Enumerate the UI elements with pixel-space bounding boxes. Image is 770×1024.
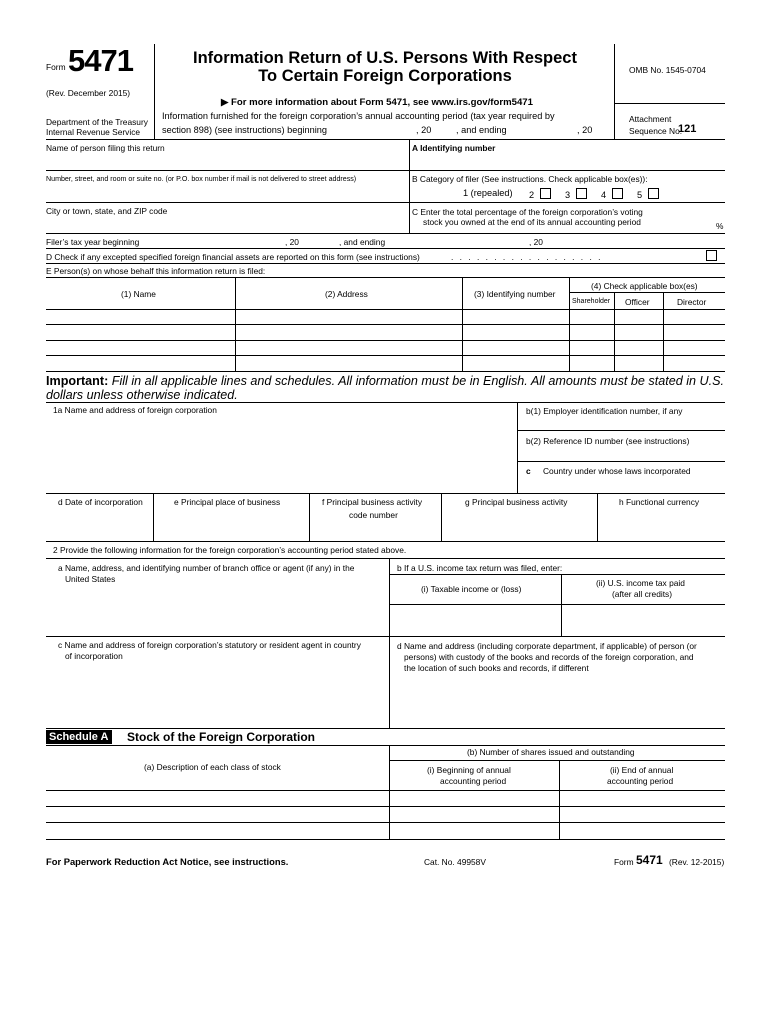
excepted-assets-dots: . . . . . . . . . . . . . . . . . . (451, 252, 603, 262)
category-2-label: 2 (529, 190, 535, 200)
books-custody-label-line1: d Name and address (including corporate department, if applicable) of person (or (397, 641, 697, 651)
persons-col-address: (2) Address (325, 289, 368, 299)
category-4-checkbox[interactable] (612, 188, 623, 199)
section1-column-divider (517, 402, 518, 493)
tax-year-end-20: , 20 (529, 237, 543, 247)
persons-subhead-rule (569, 292, 725, 293)
section1-col-g (597, 493, 598, 541)
section2-intro: 2 Provide the following information for the foreign corporation’s accounting period stated above. (53, 545, 407, 555)
persons-col-name: (1) Name (121, 289, 156, 299)
tax-year-label: Filer’s tax year beginning (46, 237, 140, 247)
form-title-line1: Information Return of U.S. Persons With Respect (193, 49, 577, 67)
schedule-a-beginning-line1: (i) Beginning of annual (427, 765, 511, 775)
city-state-zip-label: City or town, state, and ZIP code (46, 206, 168, 216)
omb-divider (615, 103, 725, 104)
persons-sub-director: Director (677, 297, 707, 307)
footer-form-number: 5471 (636, 853, 663, 867)
omb-number: OMB No. 1545-0704 (629, 65, 706, 75)
books-custody-label-line3: the location of such books and records, if different (404, 663, 589, 673)
country-incorporated-label: Country under whose laws incorporated (543, 466, 691, 476)
schedule-a-col-description: (a) Description of each class of stock (144, 762, 281, 772)
tax-year-begin-20: , 20 (285, 237, 299, 247)
more-info-link[interactable]: ▶ For more information about Form 5471, see www.irs.gov/form5471 (221, 97, 533, 108)
persons-row-rule-1 (46, 309, 725, 310)
persons-col-identifying: (3) Identifying number (474, 289, 556, 299)
section1-col-d (153, 493, 154, 541)
business-activity-code-label-line1: f Principal business activity (322, 497, 423, 507)
section1-rule-b2 (517, 461, 725, 462)
principal-place-label: e Principal place of business (174, 497, 281, 507)
section2-b-values-rule (389, 604, 725, 605)
us-return-label: b If a U.S. income tax return was filed, enter: (397, 563, 563, 573)
business-activity-label: g Principal business activity (465, 497, 568, 507)
section2-column-divider (389, 558, 390, 728)
excepted-assets-checkbox[interactable] (706, 250, 717, 261)
section1-col-e (309, 493, 310, 541)
functional-currency-label: h Functional currency (619, 497, 700, 507)
persons-sub-officer: Officer (625, 297, 650, 307)
business-activity-code-label-line2: code number (349, 510, 398, 520)
filer-column-divider (409, 139, 410, 234)
books-custody-label-line2: persons) with custody of the books and records of the foreign corporation, and (404, 652, 694, 662)
us-tax-paid-label-line2: (after all credits) (612, 589, 673, 599)
important-text: Fill in all applicable lines and schedules. All information must be in English. All amounts must be stated in U.S. dollars unless otherwise indicated. (46, 374, 725, 402)
department-line2: Internal Revenue Service (46, 127, 141, 137)
category-5-label: 5 (637, 190, 643, 200)
section2-b-rule (389, 574, 725, 575)
voting-percentage-label-line2: stock you owned at the end of its annual accounting period (423, 217, 641, 227)
persons-table-bottom (46, 371, 725, 372)
voting-percentage-label-line1: C Enter the total percentage of the foreign corporation’s voting (412, 207, 643, 217)
tax-year-and-ending: , and ending (339, 237, 386, 247)
furnished-line1: Information furnished for the foreign corporation’s annual accounting period (tax year required by (162, 111, 555, 121)
schedule-a-col-shares: (b) Number of shares issued and outstanding (467, 747, 635, 757)
filer-rule-3 (46, 233, 725, 234)
statutory-agent-label-line2: of incorporation (65, 651, 123, 661)
paperwork-notice: For Paperwork Reduction Act Notice, see instructions. (46, 856, 289, 867)
section1-rule-b1 (517, 430, 725, 431)
persons-row-rule-3 (46, 340, 725, 341)
persons-on-behalf-label: E Person(s) on whose behalf this information return is filed: (46, 266, 266, 276)
reference-id-label: b(2) Reference ID number (see instructions) (526, 436, 690, 446)
revision-date: (Rev. December 2015) (46, 88, 131, 98)
filer-name-label: Name of person filing this return (46, 143, 165, 153)
excepted-assets-label: D Check if any excepted specified foreign financial assets are reported on this form (see instructions) (46, 252, 420, 262)
category-3-label: 3 (565, 190, 571, 200)
schedule-a-row-rule-3 (46, 822, 725, 823)
category-4-label: 4 (601, 190, 607, 200)
footer-revision: (Rev. 12-2015) (669, 857, 725, 867)
section1-rule-row (46, 493, 725, 494)
branch-office-label-line1: a Name, address, and identifying number of branch office or agent (if any) in the (58, 563, 355, 573)
filer-rule-1 (46, 170, 725, 171)
category-5-checkbox[interactable] (648, 188, 659, 199)
persons-row-rule-4 (46, 355, 725, 356)
schedule-a-beginning-line2: accounting period (440, 776, 507, 786)
form-label: Form (46, 62, 66, 72)
persons-col-check: (4) Check applicable box(es) (591, 281, 698, 291)
ein-label: b(1) Employer identification number, if any (526, 406, 683, 416)
period-year-begin: , 20 (416, 125, 432, 135)
section2-b-divider (561, 574, 562, 636)
important-notice (46, 374, 726, 402)
foreign-corp-name-address-label: 1a Name and address of foreign corporation (53, 405, 217, 415)
taxable-income-label: (i) Taxable income or (loss) (421, 584, 522, 594)
schedule-a-end-line1: (ii) End of annual (610, 765, 674, 775)
schedule-a-end-line2: accounting period (607, 776, 674, 786)
section2-top-rule (46, 558, 725, 559)
country-letter: c (526, 466, 531, 476)
catalog-number: Cat. No. 49958V (424, 857, 486, 867)
furnished-line2: section 898) (see instructions) beginning (162, 125, 327, 135)
schedule-a-row-rule-1 (46, 790, 725, 791)
persons-sub-shareholder: Shareholder (572, 298, 611, 305)
section1-col-f (441, 493, 442, 541)
schedule-a-title: Stock of the Foreign Corporation (127, 730, 315, 744)
sequence-number: 121 (678, 123, 697, 135)
schedule-a-tag: Schedule A (46, 730, 112, 744)
filer-category-label: B Category of filer (See instructions. Check applicable box(es)): (412, 174, 648, 184)
attachment-label: Attachment (629, 114, 672, 124)
us-tax-paid-label-line1: (ii) U.S. income tax paid (596, 578, 685, 588)
percent-sign: % (716, 221, 724, 231)
schedule-a-sub-rule (389, 760, 725, 761)
sequence-label: Sequence No. (629, 126, 683, 136)
schedule-a-top-rule (46, 745, 725, 746)
category-1-label: 1 (repealed) (463, 188, 513, 198)
department-line1: Department of the Treasury (46, 117, 148, 127)
persons-table-top (46, 277, 725, 278)
statutory-agent-label-line1: c Name and address of foreign corporation’s statutory or resident agent in country (58, 640, 361, 650)
period-year-end: , 20 (577, 125, 593, 135)
date-incorporation-label: d Date of incorporation (58, 497, 143, 507)
section1-bottom-rule (46, 541, 725, 542)
persons-col-divider-4 (614, 292, 615, 371)
filer-rule-5 (46, 263, 725, 264)
header-bottom-rule (46, 139, 725, 140)
identifying-number-label: A Identifying number (412, 143, 496, 153)
period-and-ending: , and ending (456, 125, 507, 135)
footer-form-label: Form (614, 857, 634, 867)
form-number: 5471 (68, 43, 133, 78)
filer-address-label: Number, street, and room or suite no. (or P.O. box number if mail is not delivered to street address) (46, 175, 357, 183)
branch-office-label-line2: United States (65, 574, 116, 584)
form-title-line2: To Certain Foreign Corporations (258, 67, 512, 85)
persons-col-divider-5 (663, 292, 664, 371)
schedule-a-bottom-rule (46, 839, 725, 840)
schedule-a-row-rule-2 (46, 806, 725, 807)
section2-mid-rule (46, 636, 725, 637)
category-2-checkbox[interactable] (540, 188, 551, 199)
important-lead: Important: (46, 374, 109, 388)
schedule-a-sub-divider (559, 760, 560, 839)
category-3-checkbox[interactable] (576, 188, 587, 199)
persons-row-rule-2 (46, 324, 725, 325)
filer-rule-2 (46, 202, 725, 203)
filer-rule-4 (46, 248, 725, 249)
section2-bottom-rule (46, 728, 725, 729)
important-bottom-rule (46, 402, 725, 403)
